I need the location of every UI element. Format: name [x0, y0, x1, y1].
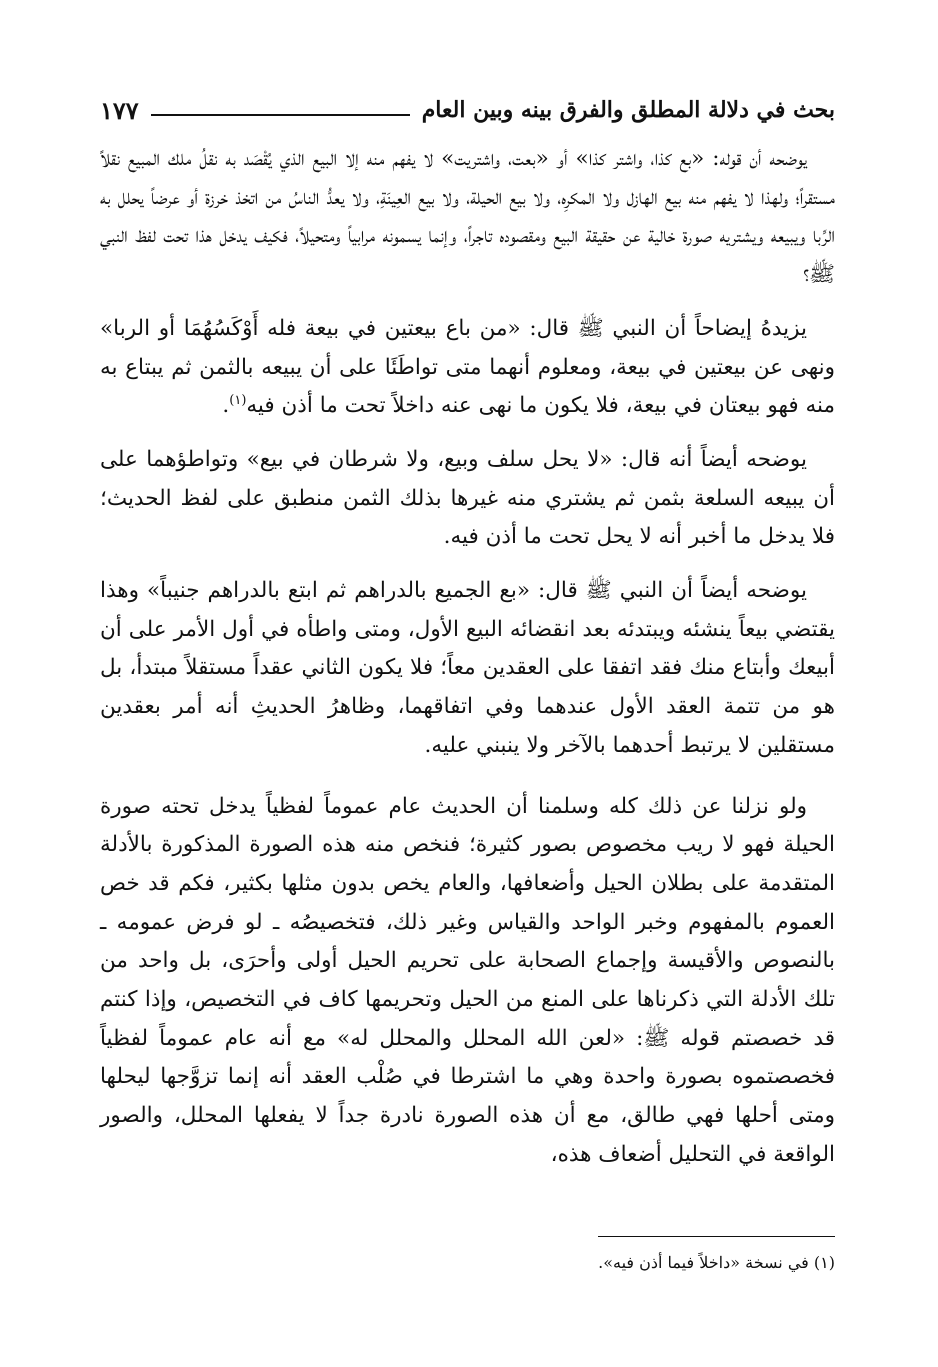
paragraph-text: يزيدهُ إيضاحاً أن النبي ﷺ قال: «من باع بيعتين في بيعة فله أَوْكَسُهُمَا أو الربا» ونهى عن بيعتين في بيعة، ومعلوم أنهما متى تواطَئَا على أن يبيعه بالثمن ثم يبتاع به منه فهو بيعتان في بيعة، فلا يكون ما نهى عنه داخلاً تحت ما أذن فيه — [100, 315, 835, 419]
body-text — [100, 140, 835, 1175]
footnote-marker: (١) — [229, 393, 247, 409]
page-number: ١٧٧ — [100, 95, 139, 125]
paragraph: يوضحه أيضاً أن النبي ﷺ قال: «بع الجميع بالدراهم ثم ابتع بالدراهم جنيباً» وهذا يقتضي بيعاً ينشئه ويبتدئه بعد انقضائه البيع الأول، ومتى واطأه في أول الأمر على أن أبيعك وأبتاع منك فقد اتفقا على العقدين معاً؛ فلا يكون الثاني عقداً مستقلاً مبتدأ، بل هو من تتمة العقد الأول عندهما وفي اتفاقهما، وظاهرُ الحديثِ أنه أمر بعقدين مستقلين لا يرتبط أحدهما بالآخر ولا ينبني عليه. — [100, 578, 835, 758]
paragraph: ولو نزلنا عن ذلك كله وسلمنا أن الحديث عام عموماً لفظياً يدخل تحته صورة الحيلة فهو لا ريب مخصوص بصور كثيرة؛ فنخص منه هذه الصورة المذكورة بالأدلة المتقدمة على بطلان الحيل وأضعافها، والعام يخص بدون مثلها بكثير، فكم قد خص العموم بالمفهوم وخبر الواحد والقياس وغير ذلك، فتخصيصُه ـ لو فرض عمومه ـ بالنصوص والأقيسة وإجماع الصحابة على تحريم الحيل أولى وأحرَى، بل واحد من تلك الأدلة التي ذكرناها على المنع من الحيل وتحريمها كاف في التخصيص، وإذا كنتم قد خصصتم قوله ﷺ: «لعن الله المحلل والمحلل له» مع أنه عام عموماً لفظياً فخصصتموه بصورة واحدة وهي ما اشترطا في صُلْب العقد أنه إنما تزوَّجها ليحلها ومتى أحلها فهي طالق، مع أن هذه الصورة نادرة جداً لا يفعلها المحلل، والصور الواقعة في التحليل أضعاف هذه، — [100, 793, 835, 1167]
paragraph-end: . — [222, 393, 230, 419]
paragraph: يوضحه أيضاً أنه قال: «لا يحل سلف وبيع، ولا شرطان في بيع» وتواطؤهما على أن يبيعه السلعة بثمن ثم يشتري منه غيرها بذلك الثمن منطبق على لفظ الحديث؛ فلا يدخل ما أخبر أنه لا يحل تحت ما أذن فيه. — [100, 446, 835, 550]
footnote-rule — [598, 1236, 835, 1237]
footnote: (١) في نسخة «داخلاً فيما أذن فيه». — [598, 1253, 835, 1272]
header-rule — [151, 114, 410, 116]
paragraph — [100, 310, 835, 426]
running-header — [100, 92, 835, 128]
header-title: بحث في دلالة المطلق والفرق بينه وبين العام — [421, 97, 835, 123]
paragraph: يوضحه أن قوله: «بع كذا، واشتر كذا» أو «بعت، واشتريت» لا يفهم منه إلا البيع الذي يُقْصَد به نقلُ ملك المبيع نقلاً مستقراً؛ ولهذا لا يفهم منه بيع الهازل ولا المكرِه، ولا بيع الحيلة، ولا بيع العِينَةِ، ولا يعدُّ الناسُ من اتخذ خرزة أو عرضاً يحلل به الرِّبا ويبيعه ويشتريه صورة خالية عن حقيقة البيع ومقصوده تاجراً، وإنما يسمونه مرابياً ومتحيلاً، فكيف يدخل هذا تحت لفظ النبي ﷺ؟ — [100, 146, 835, 288]
